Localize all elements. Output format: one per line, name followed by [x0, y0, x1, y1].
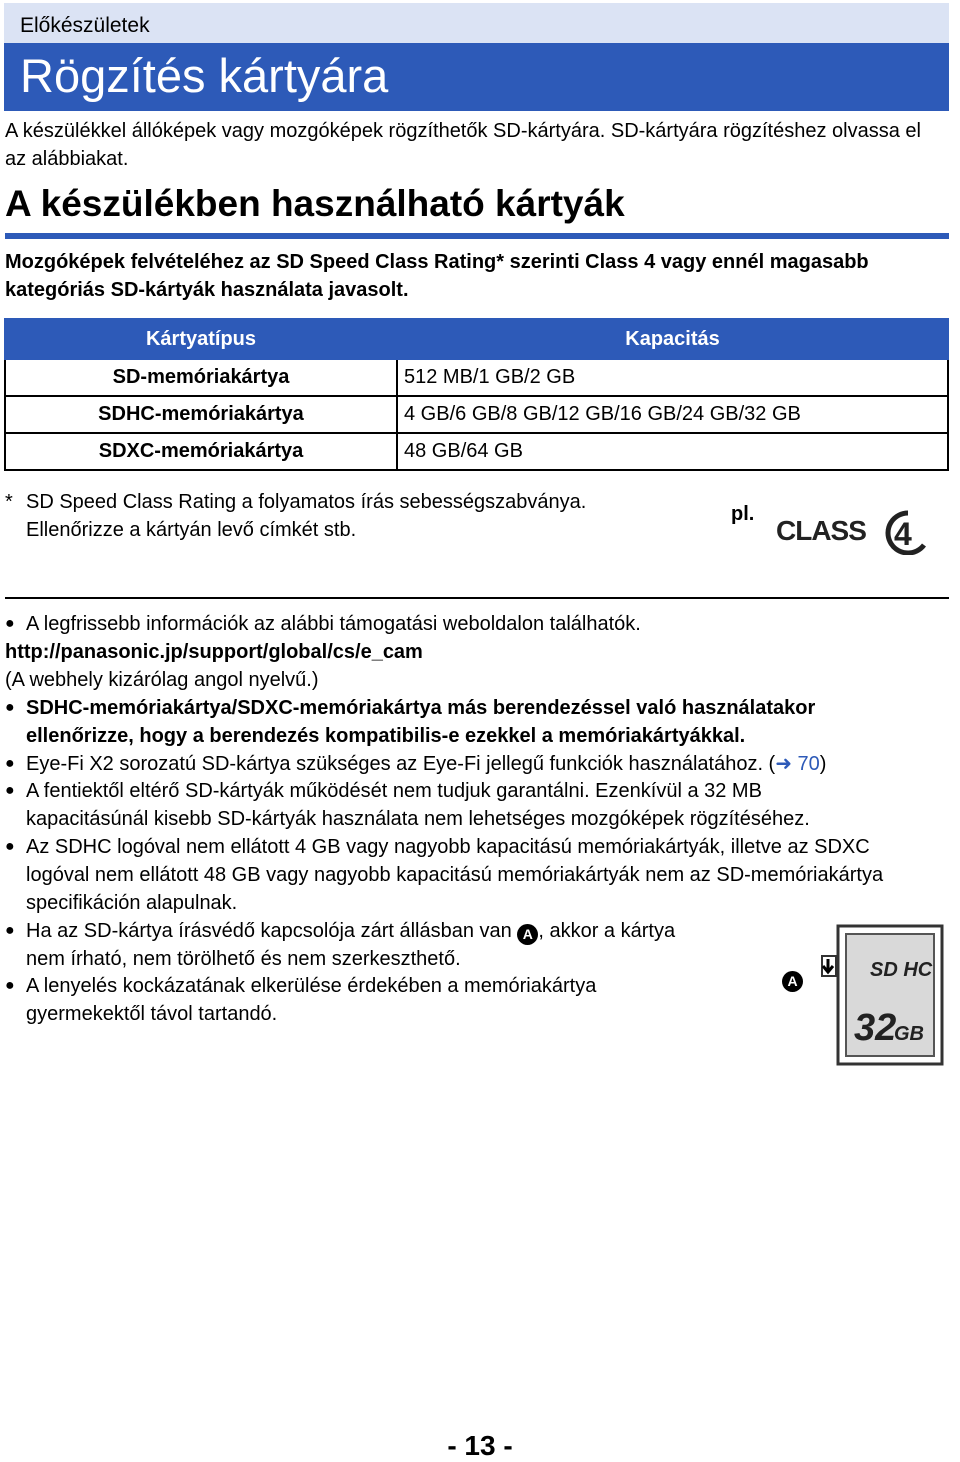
arrow-right-icon: ➜ — [775, 753, 792, 775]
note-text: specifikáción alapulnak. — [26, 892, 238, 914]
footnote-line-2: Ellenőrizze a kártyán levő címkét stb. — [26, 519, 357, 541]
bullet-icon: ● — [5, 699, 15, 716]
language-note: (A webhely kizárólag angol nyelvű.) — [5, 669, 319, 691]
subsection-rule — [5, 233, 949, 239]
class-logo-text: CLASS — [776, 515, 866, 546]
note-text-end: ) — [819, 753, 827, 775]
bullet-icon: ● — [5, 838, 15, 855]
note-text: A legfrissebb információk az alábbi támogatási weboldalon találhatók. — [26, 613, 641, 635]
footnote-marker: * — [5, 491, 13, 513]
capacity-cell: 48 GB/64 GB — [397, 433, 948, 470]
page-title: Rögzítés kártyára — [20, 49, 389, 102]
intro-text: A készülékkel állóképek vagy mozgóképek rögzíthetők SD-kártyára. SD-kártyára rögzítéshez olvassa el az alábbiakat. — [5, 120, 921, 170]
note-text: logóval nem ellátott 48 GB vagy nagyobb kapacitású memóriakártyák nem az SD-memóriakártya — [26, 864, 884, 886]
header-card-type: Kártyatípus — [5, 319, 397, 359]
class4-logo-icon — [776, 507, 931, 555]
support-url-link[interactable]: http://panasonic.jp/support/global/cs/e_cam — [5, 641, 423, 663]
capacity-cell: 512 MB/1 GB/2 GB — [397, 359, 948, 396]
note-text: A lenyelés kockázatának elkerülése érdekében a memóriakártya — [26, 975, 597, 997]
bullet-icon: ● — [5, 977, 15, 994]
sd-card-icon — [818, 922, 946, 1068]
marker-a-icon: A — [782, 971, 803, 992]
page-number: - 13 - — [447, 1430, 513, 1461]
note-text: Eye-Fi X2 sorozatú SD-kártya szükséges az Eye-Fi jellegű funkciók használatához. ( — [26, 753, 776, 775]
recommendation-text: Mozgóképek felvételéhez az SD Speed Class Rating* szerinti Class 4 vagy ennél magasabb kategóriás SD-kártyák használata javasolt. — [5, 251, 869, 301]
table-header-row — [5, 319, 948, 359]
marker-a-icon: A — [517, 924, 538, 945]
note-text: gyermekektől távol tartandó. — [26, 1003, 278, 1025]
capacity-cell: 4 GB/6 GB/8 GB/12 GB/16 GB/24 GB/32 GB — [397, 396, 948, 433]
bullet-icon: ● — [5, 782, 15, 799]
note-text: Az SDHC logóval nem ellátott 4 GB vagy nagyobb kapacitású memóriakártyák, illetve az SDXC — [26, 836, 870, 858]
section-name: Előkészületek — [20, 14, 150, 37]
card-capacity-number: 32 — [854, 1007, 897, 1049]
footnote-line-1: SD Speed Class Rating a folyamatos írás sebességszabványa. — [26, 491, 587, 513]
example-label: pl. — [731, 503, 755, 525]
header-capacity: Kapacitás — [397, 319, 948, 359]
table-row — [5, 359, 948, 396]
card-type-cell: SDHC-memóriakártya — [5, 396, 397, 433]
card-capacity-unit: GB — [894, 1023, 924, 1045]
sdhc-logo-icon: SD HC — [870, 959, 933, 981]
card-types-table — [4, 318, 949, 471]
note-text: SDHC-memóriakártya/SDXC-memóriakártya más berendezéssel való használatakor — [26, 697, 816, 719]
subsection-title: A készülékben használható kártyák — [5, 183, 625, 224]
divider — [5, 597, 949, 599]
note-text: A fentiektől eltérő SD-kártyák működését nem tudjuk garantálni. Ezenkívül a 32 MB — [26, 780, 762, 802]
bullet-icon: ● — [5, 755, 15, 772]
note-text: ellenőrizze, hogy a berendezés kompatibilis-e ezekkel a memóriakártyákkal. — [26, 725, 746, 747]
bullet-icon: ● — [5, 922, 15, 939]
class-logo-number: 4 — [894, 516, 912, 552]
note-text: , akkor a kártya — [538, 920, 676, 942]
bullet-icon: ● — [5, 615, 15, 632]
note-text: kapacitásúnál kisebb SD-kártyák használata nem lehetséges mozgóképek rögzítéséhez. — [26, 808, 810, 830]
table-row — [5, 433, 948, 470]
card-type-cell: SD-memóriakártya — [5, 359, 397, 396]
note-text: nem írható, nem törölhető és nem szerkeszthető. — [26, 948, 461, 970]
section-label — [4, 3, 949, 43]
table-row — [5, 396, 948, 433]
note-text: Ha az SD-kártya írásvédő kapcsolója zárt állásban van — [26, 920, 518, 942]
card-type-cell: SDXC-memóriakártya — [5, 433, 397, 470]
page-reference-link[interactable]: 70 — [791, 753, 820, 775]
marker-a-label — [782, 971, 803, 992]
